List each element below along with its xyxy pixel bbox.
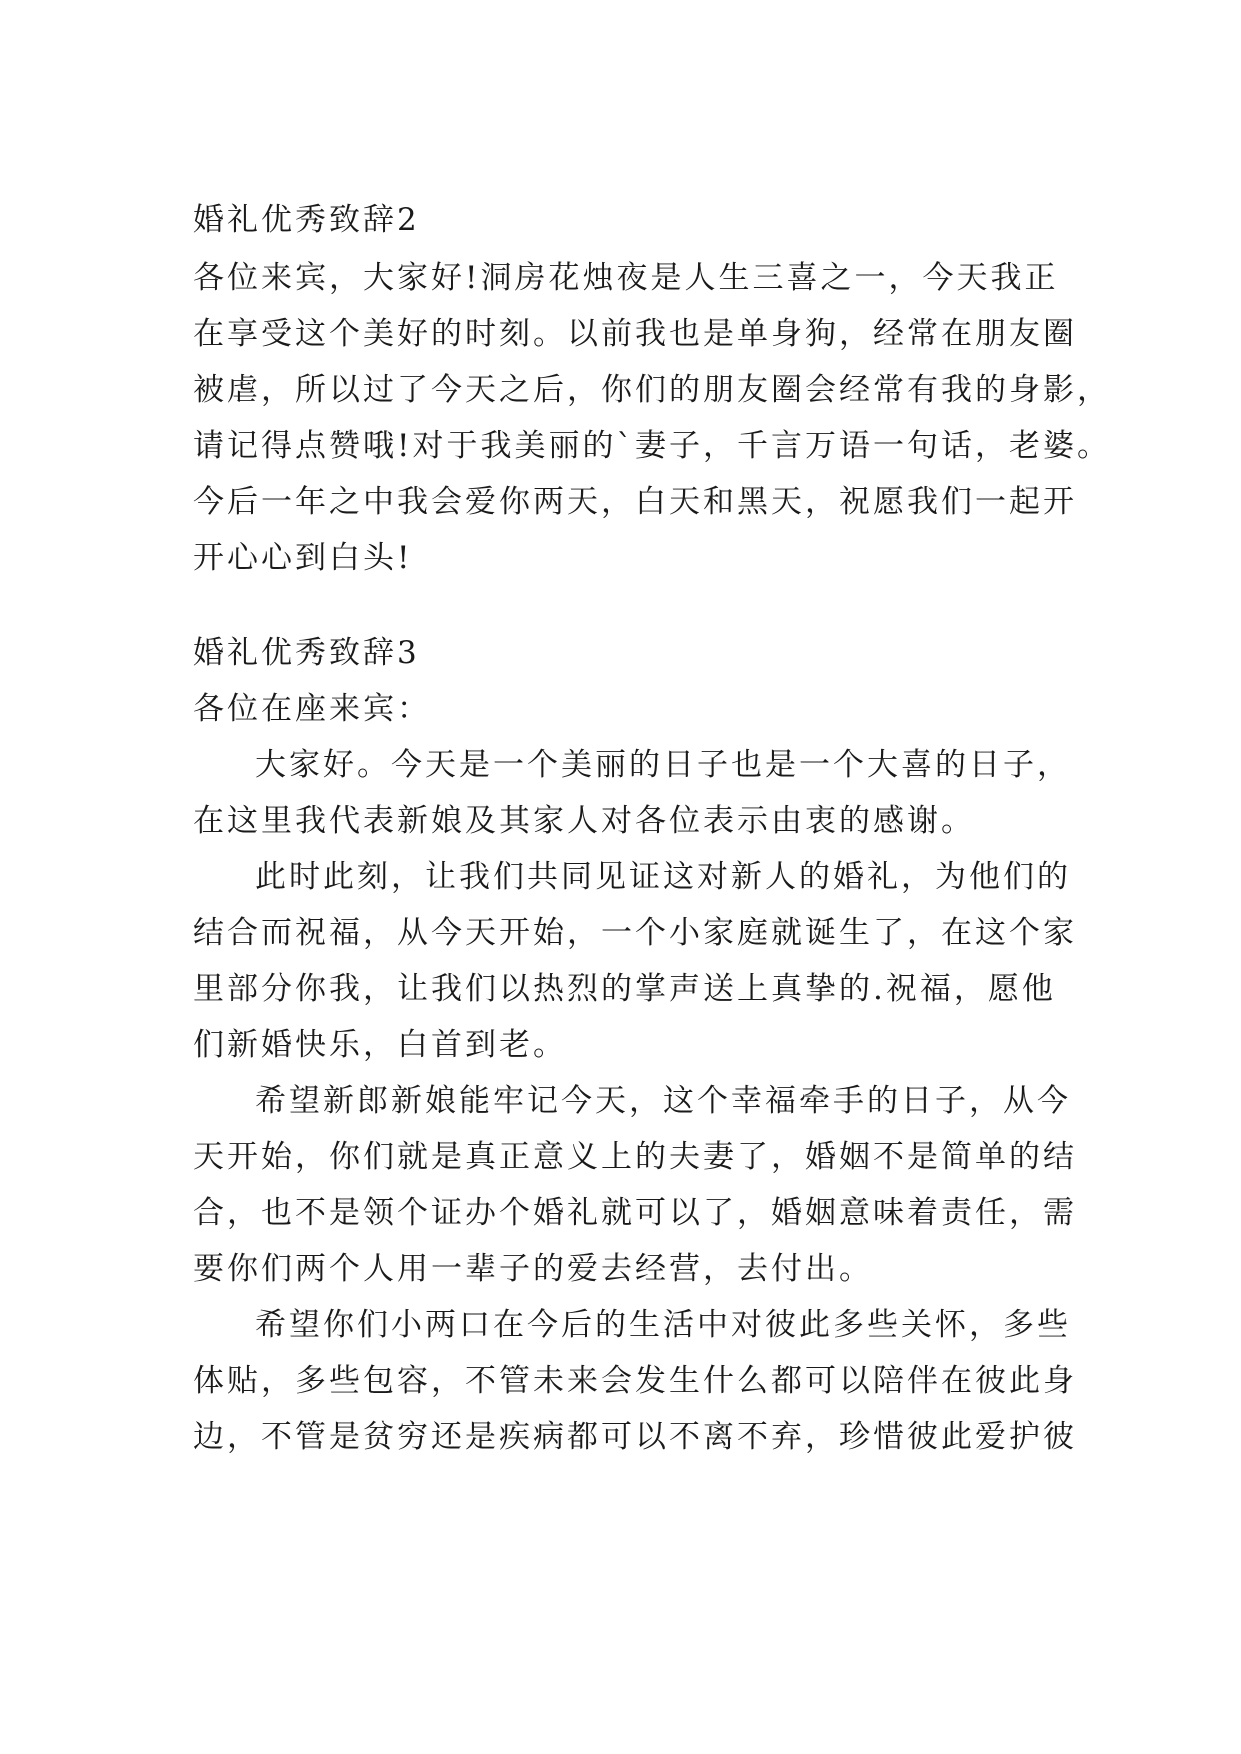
section-3-line-2: 在这里我代表新娘及其家人对各位表示由衷的感谢。 [193,803,975,839]
section-2-line-6: 开心心到白头! [193,540,413,576]
section-3-line-5: 里部分你我，让我们以热烈的掌声送上真挚的.祝福，愿他 [193,971,1056,1007]
section-3-line-13: 边，不管是贫穷还是疾病都可以不离不弃，珍惜彼此爱护彼 [193,1419,1077,1455]
section-2-line-2: 在享受这个美好的时刻。以前我也是单身狗，经常在朋友圈 [193,316,1077,352]
section-3-title: 婚礼优秀致辞3 [193,635,420,671]
section-3-line-6: 们新婚快乐，白首到老。 [193,1027,567,1063]
section-3-line-7: 希望新郎新娘能牢记今天，这个幸福牵手的日子，从今 [255,1083,1071,1119]
section-2-line-3: 被虐，所以过了今天之后，你们的朋友圈会经常有我的身影， [193,372,1111,408]
section-3-line-9: 合，也不是领个证办个婚礼就可以了，婚姻意味着责任，需 [193,1195,1077,1231]
section-2-line-1: 各位来宾，大家好!洞房花烛夜是人生三喜之一，今天我正 [193,260,1059,296]
section-2-line-4: 请记得点赞哦!对于我美丽的`妻子，千言万语一句话，老婆。 [193,428,1111,464]
section-3-salutation: 各位在座来宾： [193,691,431,727]
section-3-line-1: 大家好。今天是一个美丽的日子也是一个大喜的日子， [255,747,1071,783]
section-3-line-4: 结合而祝福，从今天开始，一个小家庭就诞生了，在这个家 [193,915,1077,951]
section-3-line-11: 希望你们小两口在今后的生活中对彼此多些关怀，多些 [255,1307,1071,1343]
section-3-line-12: 体贴，多些包容，不管未来会发生什么都可以陪伴在彼此身 [193,1363,1077,1399]
section-3-line-8: 天开始，你们就是真正意义上的夫妻了，婚姻不是简单的结 [193,1139,1077,1175]
section-3-line-10: 要你们两个人用一辈子的爱去经营，去付出。 [193,1251,873,1287]
section-2-line-5: 今后一年之中我会爱你两天，白天和黑天，祝愿我们一起开 [193,484,1077,520]
section-3-line-3: 此时此刻，让我们共同见证这对新人的婚礼，为他们的 [255,859,1071,895]
section-2-title: 婚礼优秀致辞2 [193,202,420,238]
